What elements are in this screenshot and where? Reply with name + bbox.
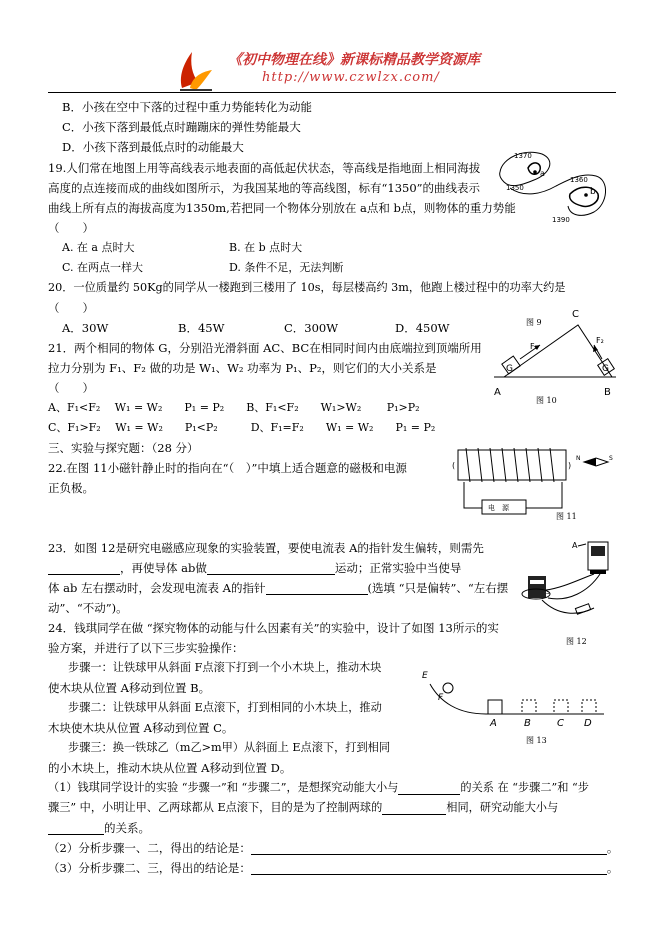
contour-map-figure bbox=[490, 140, 620, 230]
fig10-label: 图 10 bbox=[536, 396, 557, 405]
q24-part1-text-e: 的关系。 bbox=[104, 821, 150, 835]
solenoid-figure bbox=[452, 446, 622, 522]
q19-answer-paren: （ ） bbox=[48, 221, 94, 235]
q24-part1-text-b: 的关系 在 “步骤二”和 “步 bbox=[460, 781, 589, 794]
q24-line1: 24．钱琪同学在做 “探究物体的动能与什么因素有关”的实验中，设计了如图 13所示的实 bbox=[48, 621, 499, 635]
fig11-power-source: 电 源 bbox=[488, 504, 509, 512]
q24-step2-line2: 木块使木块从位置 A移动到位置 C。 bbox=[48, 721, 234, 735]
induction-apparatus-figure bbox=[518, 532, 618, 632]
fig13-position-c: C bbox=[557, 718, 564, 729]
fig11-label: 图 11 bbox=[556, 512, 577, 521]
q23-line3-end: (选填 “只是偏转”、“左右摆 bbox=[367, 581, 509, 595]
q19-line3: 曲线上所有点的海拔高度为1350m,若把同一个物体分别放在 a点和 b点，则物体的重力势能 bbox=[48, 201, 516, 215]
fig13-position-b: B bbox=[524, 718, 531, 729]
q21-options-row2: C、F₁>F₂ W₁ = W₂ P₁<P₂ D、F₁=F₂ W₁ = W₂ P₁ = P₂ bbox=[48, 421, 436, 434]
q23-blank-1[interactable] bbox=[48, 562, 120, 575]
q19-option-d: D. 条件不足，无法判断 bbox=[229, 261, 344, 274]
q23-line4: 动”、“不动”)。 bbox=[48, 601, 128, 615]
incline-figure bbox=[490, 305, 620, 405]
q18-option-b: B．小孩在空中下落的过程中重力势能转化为动能 bbox=[62, 100, 312, 114]
q22-line1: 22.在图 11小磁针静止时的指向在“（ ）”中填上适合题意的磁极和电源 bbox=[48, 461, 407, 475]
site-logo bbox=[176, 48, 216, 92]
fig11-needle-s: S bbox=[609, 455, 613, 462]
q23-line2-end: 运动；正常实验中当使导 bbox=[334, 561, 462, 575]
contour-label-1350: 1350 bbox=[506, 184, 524, 192]
fig9-label: 图 9 bbox=[526, 318, 542, 327]
contour-label-1360: 1360 bbox=[570, 176, 588, 184]
q24-part3-text: （3）分析步骤二、三，得出的结论是： bbox=[48, 861, 251, 875]
fig10-force-f1: F₁ bbox=[530, 342, 538, 351]
q23-line3 bbox=[48, 581, 508, 595]
q24-blank-2[interactable] bbox=[382, 802, 446, 815]
q24-blank-3[interactable] bbox=[48, 822, 104, 835]
q24-part3 bbox=[48, 861, 618, 875]
header-title: 《初中物理在线》新课标精品教学资源库 bbox=[228, 52, 480, 68]
q18-option-c: C．小孩下落到最低点时蹦蹦床的弹性势能最大 bbox=[62, 120, 301, 134]
q24-step1-line2: 使木块从位置 A移动到位置 B。 bbox=[48, 681, 211, 695]
q24-part3-period: 。 bbox=[606, 861, 619, 875]
q19-line1: 19.人们常在地图上用等高线表示地表面的高低起伏状态，等高线是指地面上相同海拔 bbox=[48, 161, 481, 175]
fig13-point-e: E bbox=[422, 671, 428, 681]
point-b-label: b bbox=[590, 187, 596, 197]
section3-heading: 三、实验与探究题：（28 分） bbox=[48, 441, 199, 455]
q19-option-b: B. 在 b 点时大 bbox=[229, 241, 303, 254]
fig12-label: 图 12 bbox=[566, 637, 587, 646]
q21-options-row1: A、F₁<F₂ W₁ = W₂ P₁ = P₂ B、F₁<F₂ W₁>W₂ P₁>P₂ bbox=[48, 401, 420, 414]
fig13-position-a: A bbox=[490, 718, 497, 729]
q24-step3-line2: 的小木块上，推动木块从位置 A移动到位置 D。 bbox=[48, 761, 292, 775]
svg-text:(: ( bbox=[452, 461, 456, 470]
fig10-block-g-left: G bbox=[506, 364, 513, 374]
q23-line2-mid: ，再使导体 ab做 bbox=[120, 561, 207, 575]
q20-option-b: B．45W bbox=[178, 321, 225, 335]
q23-line2 bbox=[48, 561, 461, 575]
q23-blank-3[interactable] bbox=[266, 582, 368, 595]
fig13-point-f: F bbox=[438, 693, 444, 703]
fig12-ammeter-a: A bbox=[572, 541, 578, 550]
q23-line3-start: 体 ab 左右摆动时，会发现电流表 A的指针 bbox=[48, 581, 266, 595]
q24-part2-period: 。 bbox=[606, 841, 619, 855]
q24-part1-line2 bbox=[48, 801, 558, 815]
contour-label-1370: 1370 bbox=[514, 152, 532, 160]
q19-option-c: C. 在两点一样大 bbox=[62, 261, 144, 274]
fig13-position-d: D bbox=[584, 718, 592, 729]
q24-blank-4[interactable] bbox=[251, 842, 607, 855]
q20-option-a: A．30W bbox=[62, 321, 109, 335]
fig10-block-g-right: G bbox=[602, 364, 609, 374]
fig10-vertex-b: B bbox=[604, 387, 611, 398]
q24-part1-line3 bbox=[48, 821, 150, 835]
q20-option-c: C．300W bbox=[284, 321, 339, 335]
q24-part2 bbox=[48, 841, 618, 855]
svg-text:S: S bbox=[546, 589, 550, 596]
fig10-vertex-a: A bbox=[494, 387, 501, 398]
fig13-label: 图 13 bbox=[526, 736, 547, 745]
q24-part1-text-a: （1）钱琪同学设计的实验 “步骤一”和 “步骤二”，是想探究动能大小与 bbox=[48, 781, 399, 794]
q21-answer-paren: （ ） bbox=[48, 381, 94, 395]
svg-text:): ) bbox=[568, 461, 572, 470]
q24-step2-line1: 步骤二：让铁球甲从斜面 E点滚下，打到相同的小木块上，推动 bbox=[68, 701, 382, 714]
q24-blank-5[interactable] bbox=[251, 862, 607, 875]
q21-line2: 拉力分别为 F₁、F₂ 做的功是 W₁、W₂ 功率为 P₁、P₂，则它们的大小关系是 bbox=[48, 361, 437, 375]
q24-line2: 验方案，并进行了以下三步实验操作： bbox=[48, 641, 244, 655]
q18-option-d: D．小孩下落到最低点时的动能最大 bbox=[62, 140, 244, 154]
q20-text: 20．一位质量约 50Kg的同学从一楼跑到三楼用了 10s，每层楼高约 3m，他跑上楼过程中的功率大约是 bbox=[48, 281, 566, 294]
q19-line2: 高度的点连接而成的曲线如图所示，为我国某地的等高线图，标有“1350”的曲线表示 bbox=[48, 181, 481, 195]
header-url[interactable]: http://www.czwlzx.com/ bbox=[262, 70, 440, 85]
fig10-force-f2: F₂ bbox=[596, 336, 604, 345]
contour-label-1390: 1390 bbox=[552, 216, 570, 224]
q19-option-a: A. 在 a 点时大 bbox=[62, 241, 135, 254]
point-a-label: a bbox=[540, 169, 545, 178]
fig11-needle-n: N bbox=[576, 455, 581, 462]
q24-part2-text: （2）分析步骤一、二，得出的结论是： bbox=[48, 841, 251, 855]
q23-blank-2[interactable] bbox=[207, 562, 335, 575]
ramp-figure bbox=[418, 662, 608, 732]
q23-line1: 23．如图 12是研究电磁感应现象的实验装置，要使电流表 A的指针发生偏转，则需先 bbox=[48, 541, 484, 555]
q24-step1-line1: 步骤一：让铁球甲从斜面 F点滚下打到一个小木块上，推动木块 bbox=[68, 661, 382, 674]
fig10-vertex-c: C bbox=[572, 309, 579, 320]
header-rule bbox=[48, 92, 616, 93]
q20-answer-paren: （ ） bbox=[48, 301, 94, 315]
q24-part1-text-d: 相同，研究动能大小与 bbox=[446, 801, 559, 814]
q24-part1-line1 bbox=[48, 781, 589, 795]
q24-blank-1[interactable] bbox=[398, 782, 460, 795]
q24-step3-line1: 步骤三：换一铁球乙（m乙>m甲）从斜面上 E点滚下，打到相同 bbox=[68, 741, 391, 754]
q24-part1-text-c: 骤三” 中，小明让甲、乙两球都从 E点滚下，目的是为了控制两球的 bbox=[48, 801, 383, 814]
q21-line1: 21．两个相同的物体 G，分别沿光滑斜面 AC、BC在相同时间内由底端拉到顶端所用 bbox=[48, 341, 482, 355]
q22-line2: 正负极。 bbox=[48, 481, 94, 495]
q20-option-d: D．450W bbox=[395, 321, 450, 335]
